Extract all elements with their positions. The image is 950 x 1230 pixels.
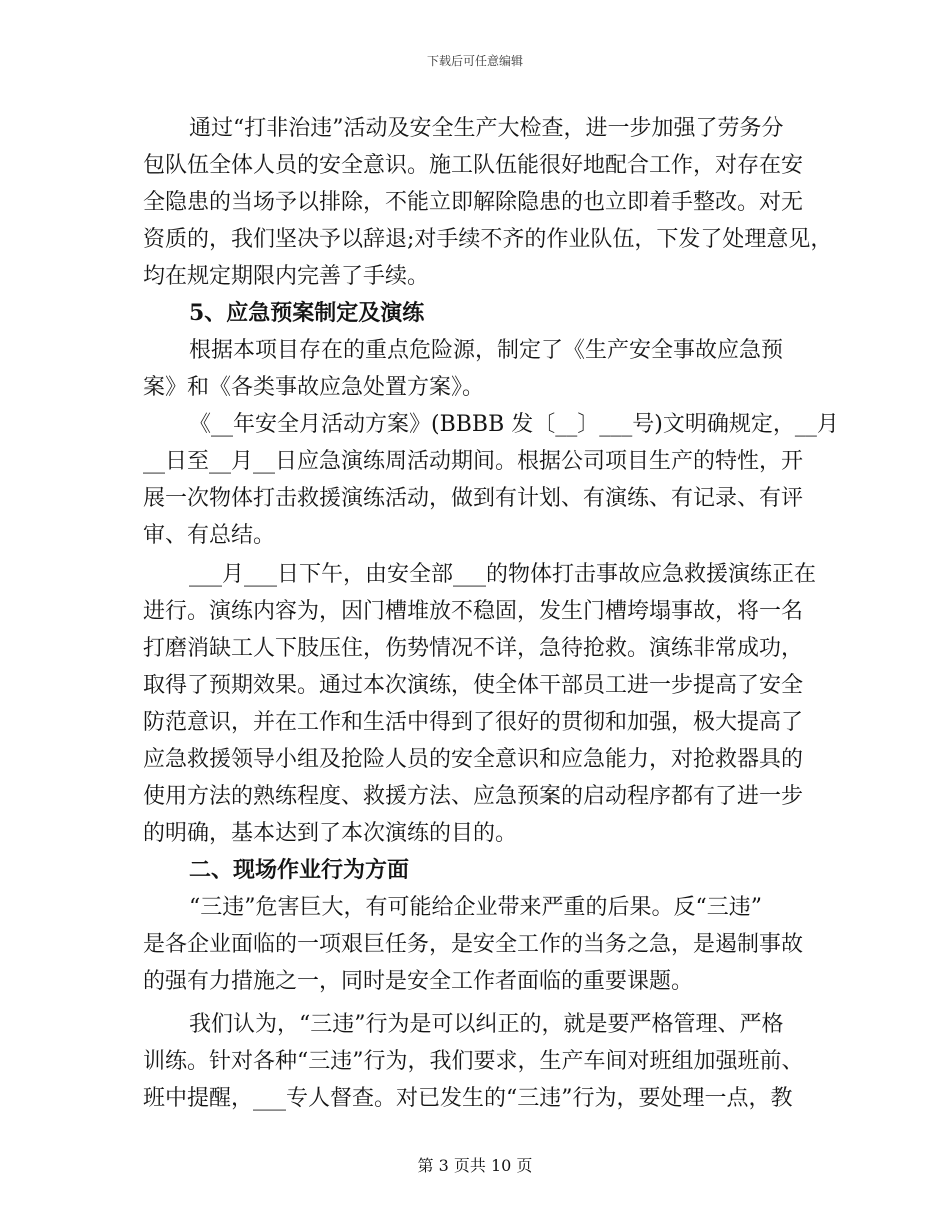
page-header-note: 下载后可任意编辑 [426, 54, 523, 68]
paragraph-line: 全隐患的当场予以排除，不能立即解除隐患的也立即着手整改。对无 [143, 190, 804, 215]
paragraph-line: 展一次物体打击救援演练活动，做到有计划、有演练、有记录、有评 [143, 486, 804, 511]
paragraph-line: 通过“打非治违”活动及安全生产大检查，进一步加强了劳务分 [189, 116, 784, 141]
paragraph-line: 训练。针对各种“三违”行为，我们要求，生产车间对班组加强班前、 [143, 1049, 804, 1074]
paragraph [143, 889, 863, 1000]
paragraph [143, 110, 863, 295]
paragraph-line: 包队伍全体人员的安全意识。施工队伍能很好地配合工作，对存在安 [143, 153, 804, 178]
paragraph-line: 打磨消缺工人下肢压住，伤势情况不详，急待抢救。演练非常成功， [143, 636, 804, 661]
paragraph [143, 332, 863, 406]
section-heading-text: 5、应急预案制定及演练 [189, 300, 425, 326]
paragraph-line: 班中提醒，___专人督查。对已发生的“三违”行为，要处理一点，教 [143, 1086, 793, 1111]
paragraph-line: __日至__月__日应急演练周活动期间。根据公司项目生产的特性，开 [143, 449, 804, 474]
document-body [143, 110, 863, 1117]
paragraph [143, 1006, 863, 1117]
section-heading [143, 852, 863, 889]
paragraph-line: “三违”危害巨大，有可能给企业带来严重的后果。反“三违” [189, 895, 762, 920]
paragraph-line: ___月___日下午，由安全部___的物体打击事故应急救援演练正在 [189, 562, 817, 587]
paragraph-line: 资质的，我们坚决予以辞退;对手续不齐的作业队伍，下发了处理意见， [143, 227, 833, 252]
paragraph-line: 是各企业面临的一项艰巨任务，是安全工作的当务之急，是遏制事故 [143, 932, 804, 957]
paragraph [143, 556, 863, 852]
paragraph-line: 防范意识，并在工作和生活中得到了很好的贯彻和加强，极大提高了 [143, 710, 804, 735]
section-heading [143, 295, 863, 332]
paragraph-line: 的明确，基本达到了本次演练的目的。 [143, 821, 518, 846]
paragraph-line: 取得了预期效果。通过本次演练，使全体干部员工进一步提高了安全 [143, 673, 804, 698]
paragraph-line: 进行。演练内容为，因门槽堆放不稳固，发生门槽垮塌事故，将一名 [143, 599, 804, 624]
paragraph-line: 审、有总结。 [143, 523, 276, 548]
page-number-footer: 第 3 页共 10 页 [417, 1156, 533, 1175]
paragraph-line: 《__年安全月活动方案》(BBBB 发〔__〕___号)文明确规定，__月 [189, 412, 839, 437]
section-heading-text: 二、现场作业行为方面 [189, 857, 410, 883]
paragraph-line: 我们认为，“三违”行为是可以纠正的，就是要严格管理、严格 [189, 1012, 784, 1037]
paragraph [143, 406, 863, 554]
paragraph-line: 的强有力措施之一，同时是安全工作者面临的重要课题。 [143, 969, 694, 994]
paragraph-line: 均在规定期限内完善了手续。 [143, 264, 430, 289]
paragraph-line: 案》和《各类事故应急处置方案》。 [143, 375, 485, 400]
paragraph-line: 应急救援领导小组及抢险人员的安全意识和应急能力，对抢救器具的 [143, 747, 804, 772]
paragraph-line: 使用方法的熟练程度、救援方法、应急预案的启动程序都有了进一步 [143, 784, 804, 809]
paragraph-line: 根据本项目存在的重点危险源，制定了《生产安全事故应急预 [189, 338, 784, 363]
